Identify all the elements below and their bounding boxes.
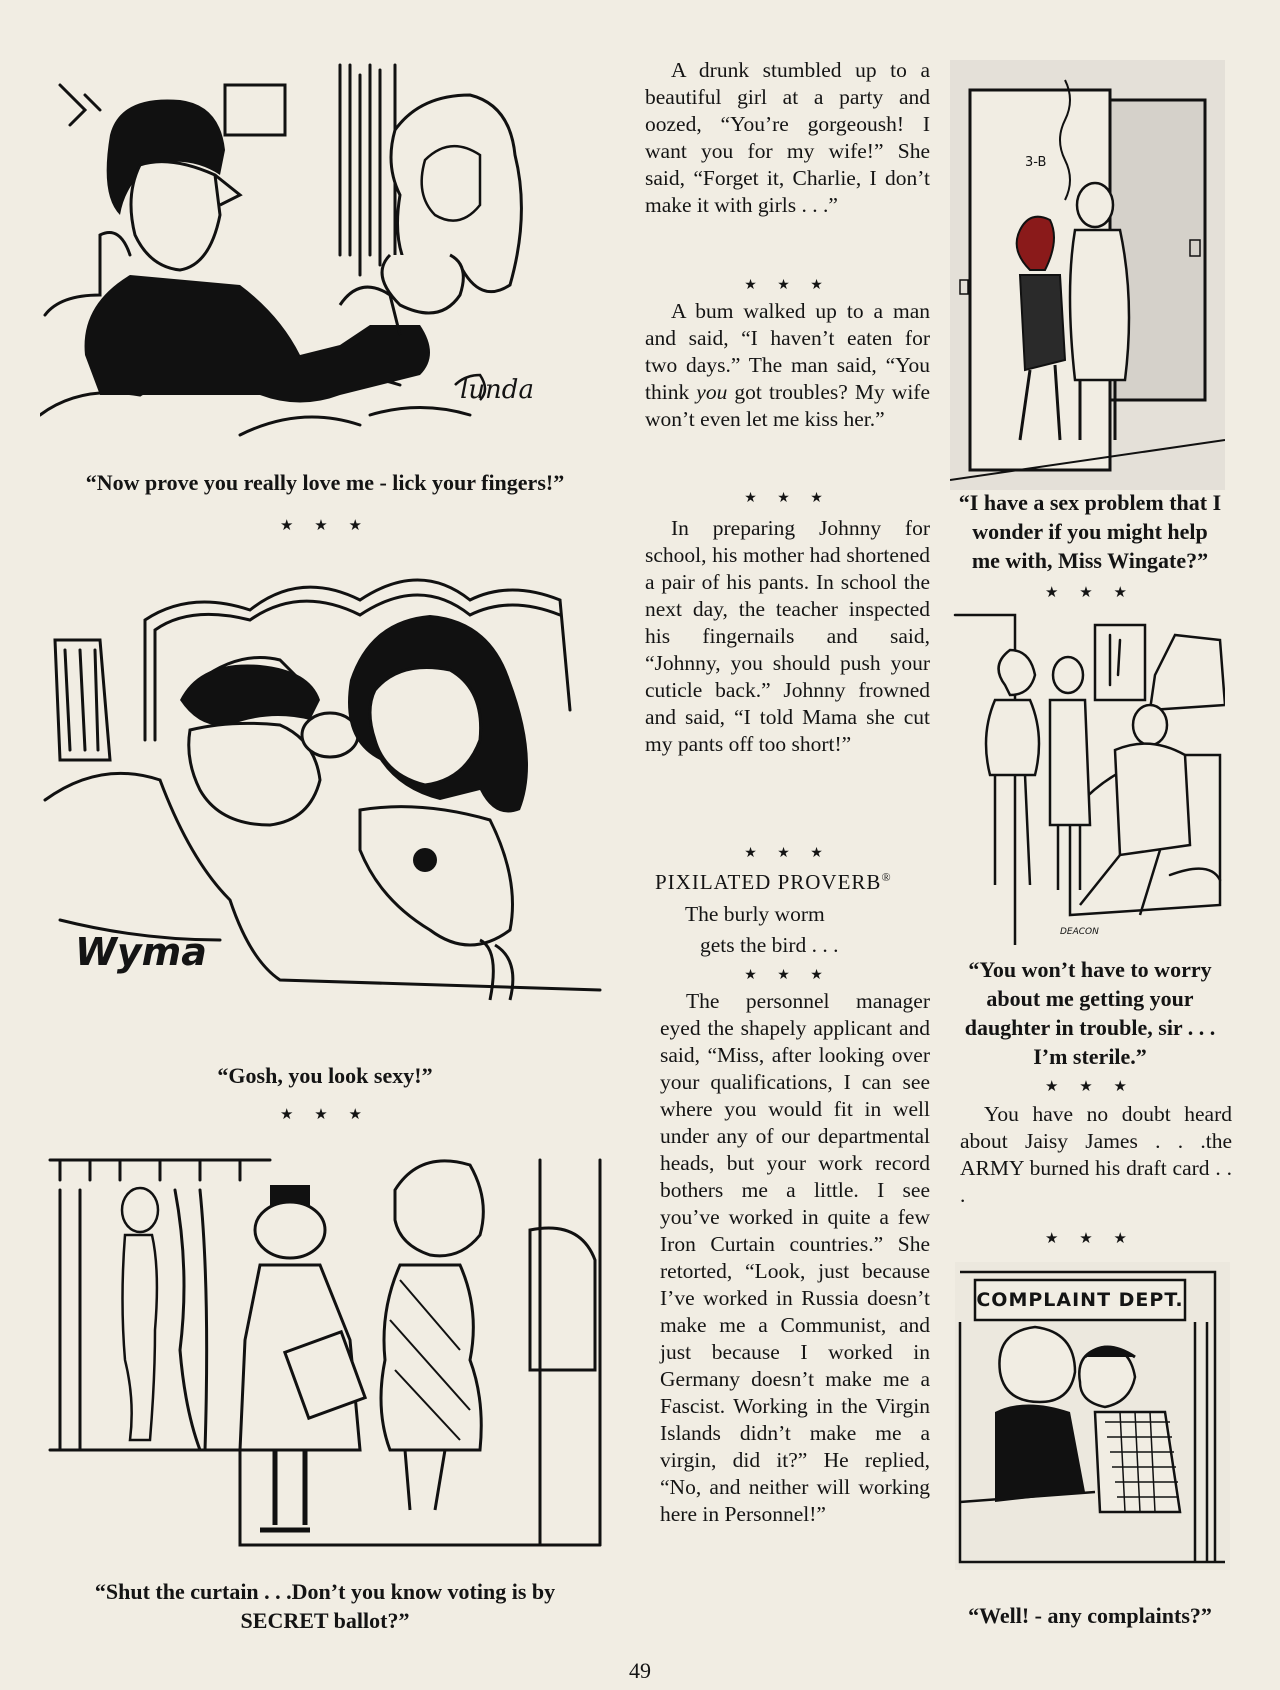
proverb — [685, 899, 925, 961]
caption-line: SECRET ballot?” — [240, 1608, 410, 1633]
caption-line: about me getting your — [986, 986, 1194, 1011]
cartoon-caption: “Well! - any complaints?” — [968, 1603, 1212, 1628]
cartoon-doorway — [950, 60, 1225, 490]
star-separator: ★ ★ ★ — [1045, 1229, 1135, 1247]
cartoon-signature: Wyma — [75, 930, 207, 974]
caption-line: “Shut the curtain . . .Don’t you know voting is by — [94, 1579, 556, 1604]
cartoon-caption — [945, 955, 1235, 1071]
proverb-title — [655, 870, 935, 895]
cartoon-bed — [40, 560, 610, 1030]
joke-text: In preparing Johnny for school, his mother had shortened a pair of his pants. In school the next day, the teacher inspected his fingernails and said, “Johnny, you should push your cuticle back.” Johnny frowned and said, “I told Mama she cut my pants off too short!” — [645, 516, 930, 756]
cartoon-voting-booth — [40, 1150, 610, 1575]
cartoon-doorway-drawing — [950, 60, 1225, 490]
door-label: 3-B — [1025, 155, 1047, 170]
complaint-sign: COMPLAINT DEPT. — [976, 1289, 1184, 1311]
proverb-line: gets the bird . . . — [700, 933, 839, 957]
proverb-title-text: PIXILATED PROVERB — [655, 870, 882, 894]
star-separator: ★ ★ ★ — [280, 1105, 370, 1123]
cartoon-caption — [40, 1577, 610, 1635]
cartoon-caption: “Gosh, you look sexy!” — [217, 1063, 433, 1088]
joke-personnel — [660, 988, 930, 1528]
cartoon-signature: DEACON — [1060, 927, 1099, 937]
star-separator: ★ ★ ★ — [744, 967, 831, 983]
star-separator: ★ ★ ★ — [1045, 1077, 1135, 1095]
star-separator: ★ ★ ★ — [744, 277, 831, 293]
joke-text-part: got troubles? My wife won’t even let me kiss her.” — [645, 380, 930, 431]
caption-line: daughter in trouble, sir . . . — [964, 1015, 1216, 1040]
joke-jaisy — [960, 1101, 1232, 1209]
joke-text-emphasis: you — [696, 380, 728, 404]
joke-bum — [645, 298, 930, 433]
caption-line: “I have a sex problem that I — [958, 490, 1222, 515]
cartoon-living-room — [950, 605, 1225, 945]
star-separator: ★ ★ ★ — [744, 845, 831, 861]
registered-mark: ® — [881, 870, 892, 884]
joke-text: You have no doubt heard about Jaisy James . . .the ARMY burned his draft card . . . — [960, 1102, 1232, 1207]
caption-line: me with, Miss Wingate?” — [971, 548, 1209, 573]
joke-text: A drunk stumbled up to a beautiful girl at a party and oozed, “You’re gorgeoush! I want you for my wife!” She said, “Forget it, Charlie, I don’t make it with girls . . .” — [645, 58, 930, 217]
proverb-line: The burly worm — [685, 902, 825, 926]
joke-text — [645, 298, 930, 433]
cartoon-signature: lunda — [460, 375, 534, 405]
cartoon-office-couch — [40, 55, 610, 465]
star-separator: ★ ★ ★ — [280, 516, 370, 534]
joke-johnny — [645, 515, 930, 758]
cartoon-complaint-dept — [955, 1262, 1230, 1570]
cartoon-caption: “Now prove you really love me - lick your fingers!” — [85, 470, 565, 495]
cartoon-voting-booth-drawing — [40, 1150, 610, 1575]
cartoon-living-room-drawing — [950, 605, 1225, 945]
caption-line: I’m sterile.” — [1033, 1044, 1147, 1069]
cartoon-caption — [945, 488, 1235, 575]
star-separator: ★ ★ ★ — [1045, 583, 1135, 601]
joke-text: The personnel manager eyed the shapely applicant and said, “Miss, after looking over your qualifications, I can see where you would fit in well under any of our departmental heads, but your work record bothers me a little. I see you’ve worked in quite a few Iron Curtain countries.” She retorted, “Look, just because I’ve worked in Russia doesn’t make me a Communist, and just because I worked in Germany doesn’t make me a Fascist. Working in the Virgin Islands didn’t make me a virgin, did it?” He replied, “No, and neither will working here in Personnel!” — [660, 989, 930, 1526]
caption-line: wonder if you might help — [972, 519, 1208, 544]
joke-text-part: A bum walked up to a man and said, “I haven’t eaten for two days.” The man said, “You think — [645, 299, 930, 404]
caption-line: “You won’t have to worry — [968, 957, 1212, 982]
page-number: 49 — [629, 1658, 651, 1683]
star-separator: ★ ★ ★ — [744, 490, 831, 506]
joke-drunk — [645, 57, 930, 219]
